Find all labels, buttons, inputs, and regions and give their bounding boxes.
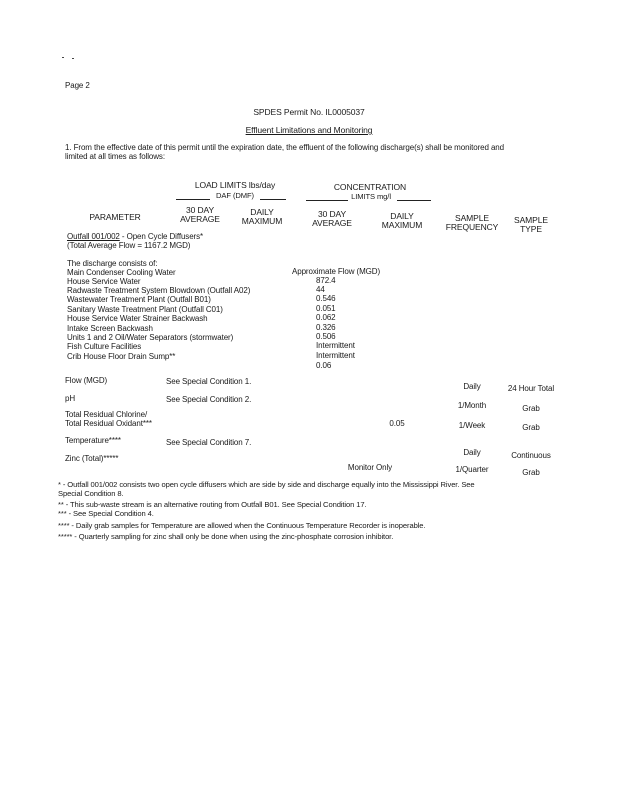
discharge-item-flow: Intermittent — [316, 351, 355, 360]
discharge-item-name: House Service Water Strainer Backwash — [67, 314, 208, 323]
limit-frequency: 1/Week — [458, 421, 486, 430]
frequency-header-1: SAMPLE — [455, 213, 489, 223]
discharge-item-name: Sanitary Waste Treatment Plant (Outfall C01) — [67, 305, 223, 314]
section-title: Effluent Limitations and Monitoring — [245, 125, 373, 135]
discharge-item-flow: 0.506 — [316, 332, 336, 341]
footnote: *** - See Special Condition 4. — [58, 509, 154, 518]
limit-note: See Special Condition 7. — [166, 438, 252, 447]
discharge-item-flow: 44 — [316, 285, 325, 294]
frequency-header-2: FREQUENCY — [445, 222, 499, 232]
discharge-item-name: Fish Culture Facilities — [67, 342, 142, 351]
discharge-item-name: Crib House Floor Drain Sump** — [67, 352, 176, 361]
concentration-subheader: LIMITS mg/l — [351, 192, 391, 201]
page-number: Page 2 — [65, 81, 90, 90]
discharge-item-flow: 0.326 — [316, 323, 336, 332]
conc-30day-header-1: 30 DAY — [317, 209, 347, 219]
outfall-id: Outfall 001/002 — [67, 232, 120, 241]
footnote: Special Condition 8. — [58, 489, 124, 498]
concentration-header: CONCENTRATION — [333, 182, 407, 192]
limit-sample-type: Continuous — [511, 451, 551, 460]
limit-note: See Special Condition 1. — [166, 377, 252, 386]
limit-note: See Special Condition 2. — [166, 395, 252, 404]
limit-conc-30day: Monitor Only — [347, 463, 393, 472]
scan-speck — [62, 57, 64, 58]
limit-parameter-line2: Total Residual Oxidant*** — [65, 419, 152, 428]
footnote: ** - This sub-waste stream is an alternative routing from Outfall B01. See Special Condition 17. — [58, 500, 367, 509]
parameter-header: PARAMETER — [89, 212, 141, 222]
discharge-item-name: Main Condenser Cooling Water — [67, 268, 176, 277]
load-limits-rule-left — [176, 199, 210, 200]
load-30day-header-2: AVERAGE — [180, 214, 220, 224]
load-daily-header-1: DAILY — [250, 207, 274, 217]
outfall-title — [67, 232, 203, 241]
type-header-2: TYPE — [520, 224, 542, 234]
limit-frequency: Daily — [463, 382, 481, 391]
outfall-total-flow: (Total Average Flow = 1167.2 MGD) — [67, 241, 191, 250]
limit-sample-type: Grab — [522, 423, 540, 432]
limit-parameter: Flow (MGD) — [65, 376, 108, 385]
load-limits-header: LOAD LIMITS lbs/day — [194, 180, 276, 190]
limit-frequency: 1/Month — [457, 401, 487, 410]
footnote: **** - Daily grab samples for Temperature are allowed when the Continuous Temperature Recorder is inoperable. — [58, 521, 426, 530]
type-header-1: SAMPLE — [514, 215, 548, 225]
limit-sample-type: 24 Hour Total — [507, 384, 555, 393]
discharge-item-name: Radwaste Treatment System Blowdown (Outfall A02) — [67, 286, 251, 295]
conc-daily-header-2: MAXIMUM — [381, 220, 423, 230]
discharge-item-flow: 0.051 — [316, 304, 336, 313]
footnote: ***** - Quarterly sampling for zinc shall only be done when using the zinc-phosphate corrosion inhibitor. — [58, 532, 394, 541]
limit-conc-daily: 0.05 — [389, 419, 405, 428]
discharge-item-flow: 872.4 — [316, 276, 336, 285]
load-limits-subheader: DAF (DMF) — [216, 191, 254, 200]
concentration-rule-right — [397, 200, 431, 201]
discharge-intro: The discharge consists of: — [67, 259, 158, 268]
load-daily-header-2: MAXIMUM — [241, 216, 283, 226]
conc-30day-header-2: AVERAGE — [312, 218, 352, 228]
discharge-item-name: Intake Screen Backwash — [67, 324, 153, 333]
limit-parameter: Zinc (Total)***** — [65, 454, 119, 463]
intro-line-1: 1. From the effective date of this permit until the expiration date, the effluent of the following discharge(s) shall be monitored and — [65, 143, 505, 152]
load-30day-header-1: 30 DAY — [185, 205, 215, 215]
limit-parameter: Total Residual Chlorine/ — [65, 410, 148, 419]
footnote: * - Outfall 001/002 consists two open cycle diffusers which are side by side and discharge equally into the Mississippi River. See — [58, 480, 475, 489]
intro-line-2: limited at all times as follows: — [65, 152, 165, 161]
discharge-item-flow: Intermittent — [316, 341, 355, 350]
conc-daily-header-1: DAILY — [390, 211, 414, 221]
limit-sample-type: Grab — [522, 404, 540, 413]
limit-parameter: Temperature**** — [65, 436, 121, 445]
scan-speck — [72, 58, 74, 59]
flow-header: Approximate Flow (MGD) — [292, 267, 381, 276]
outfall-description: - Open Cycle Diffusers* — [119, 232, 204, 241]
discharge-item-name: Wastewater Treatment Plant (Outfall B01) — [67, 295, 211, 304]
discharge-item-flow: 0.06 — [316, 361, 332, 370]
load-limits-rule-right — [260, 199, 286, 200]
discharge-item-name: Units 1 and 2 Oil/Water Separators (stormwater) — [67, 333, 234, 342]
limit-sample-type: Grab — [522, 468, 540, 477]
limit-parameter: pH — [65, 394, 76, 403]
limit-frequency: Daily — [463, 448, 481, 457]
limit-frequency: 1/Quarter — [455, 465, 489, 474]
discharge-item-flow: 0.062 — [316, 313, 336, 322]
discharge-item-name: House Service Water — [67, 277, 141, 286]
discharge-item-flow: 0.546 — [316, 294, 336, 303]
permit-title: SPDES Permit No. IL0005037 — [253, 107, 365, 117]
concentration-rule-left — [306, 200, 348, 201]
